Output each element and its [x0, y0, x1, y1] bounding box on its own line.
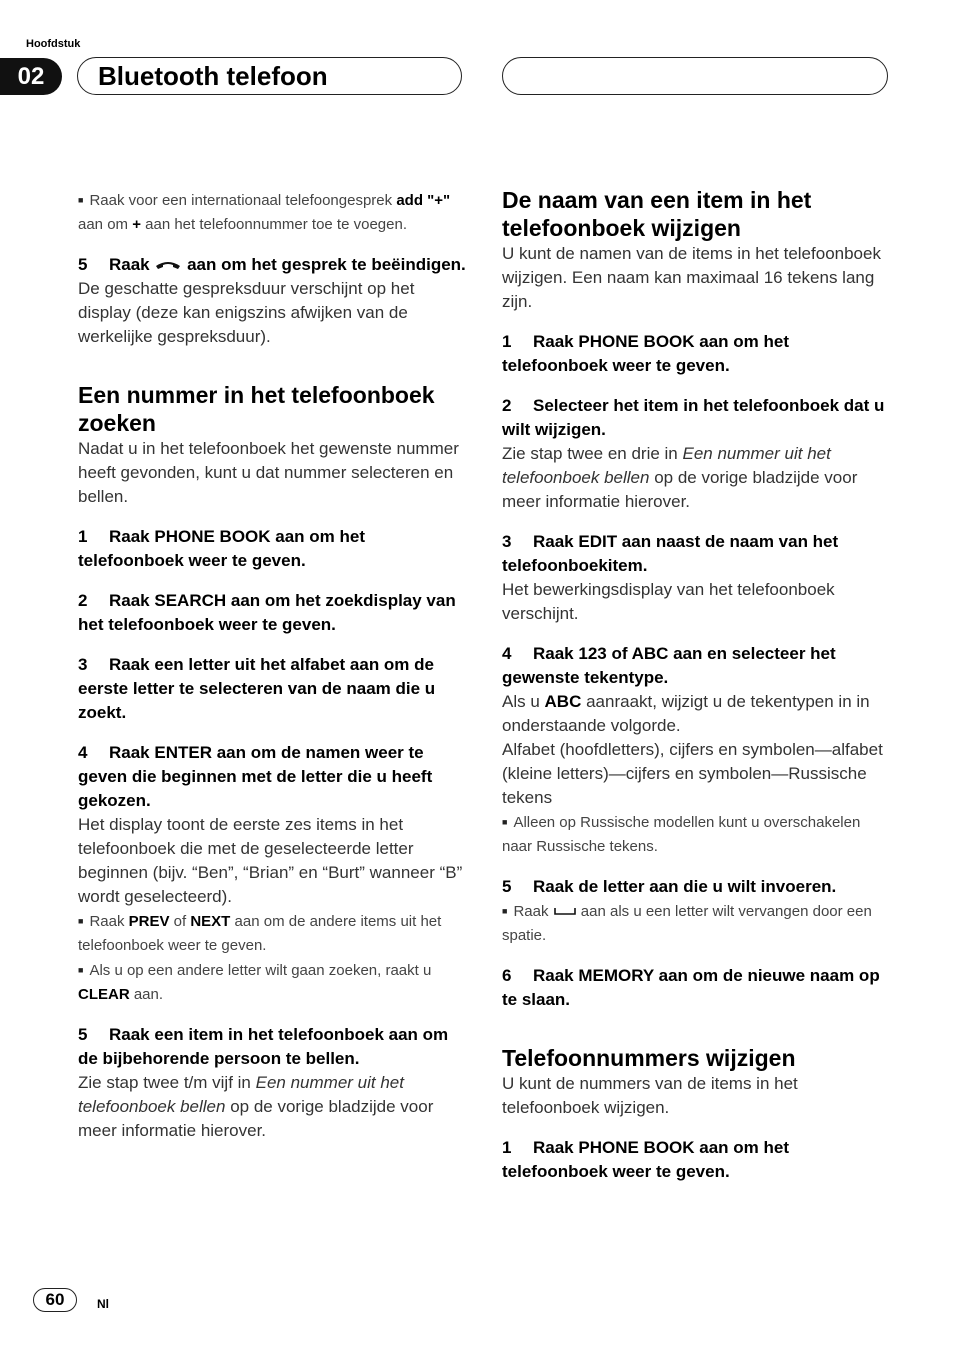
bullet-icon: ■	[78, 916, 84, 926]
bullet-icon: ■	[78, 965, 84, 975]
note-russian: ■ Alleen op Russische modellen kunt u overschakelen naar Russische tekens.	[502, 814, 861, 855]
step-item: 1 Raak PHONE BOOK aan om het telefoonboek weer te geven.	[78, 527, 366, 570]
step-4-description: Het display toont de eerste zes items in het telefoonboek die met de geselecteerde letter beginnen (bijv. “Ben”, “Brian” en “Burt” wanneer “B” wordt geselecteerd).	[78, 815, 463, 906]
section-heading-search: Een nummer in het telefoonboek zoeken	[78, 382, 435, 436]
step-5-call-description: Zie stap twee t/m vijf in Een nummer uit het telefoonboek bellen op de vorige bladzijde voor meer informatie hierover.	[78, 1073, 434, 1140]
section-intro-rename: U kunt de namen van de items in het telefoonboek wijzigen. Een naam kan maximaal 16 tekens lang zijn.	[502, 244, 881, 311]
step-item: 4 Raak 123 of ABC aan en selecteer het gewenste tekentype.	[502, 644, 836, 687]
page-title: Bluetooth telefoon	[77, 57, 462, 95]
add-plus-label: add "+"	[396, 192, 451, 209]
right-column	[502, 186, 892, 1184]
step-item: 3 Raak EDIT aan naast de naam van het telefoonboekitem.	[502, 532, 839, 575]
hang-up-icon	[154, 259, 182, 271]
page-number: 60	[33, 1288, 77, 1312]
header-blank-box	[502, 57, 888, 95]
step-item: 3 Raak een letter uit het alfabet aan om de eerste letter te selecteren van de naam die u zoekt.	[78, 655, 436, 722]
section-intro-search: Nadat u in het telefoonboek het gewenste nummer heeft gevonden, kunt u dat nummer selecteren en bellen.	[78, 439, 459, 506]
note-space: ■ Raak aan als u een letter wilt vervangen door een spatie.	[502, 903, 872, 944]
step-item: 6 Raak MEMORY aan om de nieuwe naam op te slaan.	[502, 966, 880, 1009]
step-item: 4 Raak ENTER aan om de namen weer te geven die beginnen met de letter die u heeft gekozen.	[78, 743, 433, 810]
step-item: 2 Selecteer het item in het telefoonboek dat u wilt wijzigen.	[502, 396, 885, 439]
step-3-description: Het bewerkingsdisplay van het telefoonboek verschijnt.	[502, 580, 835, 623]
bullet-icon: ■	[502, 906, 508, 916]
chapter-label: Hoofdstuk	[26, 38, 81, 50]
bullet-icon: ■	[502, 817, 508, 827]
chapter-number-badge: 02	[0, 58, 62, 95]
step-item: 2 Raak SEARCH aan om het zoekdisplay van het telefoonboek weer te geven.	[78, 591, 456, 634]
section-intro-numbers: U kunt de nummers van de items in het telefoonboek wijzigen.	[502, 1074, 798, 1117]
step-item: 5 Raak de letter aan die u wilt invoeren.	[502, 877, 837, 896]
note-clear: ■ Als u op een andere letter wilt gaan zoeken, raakt u CLEAR aan.	[78, 962, 432, 1003]
language-code: Nl	[97, 1297, 109, 1311]
space-icon	[553, 906, 577, 916]
step-2-description: Zie stap twee en drie in Een nummer uit het telefoonboek bellen op de vorige bladzijde voor meer informatie hierover.	[502, 444, 858, 511]
step-4-description: Als u ABC aanraakt, wijzigt u de tekentypen in in onderstaande volgorde.	[502, 692, 870, 735]
step-item: 1 Raak PHONE BOOK aan om het telefoonboek weer te geven.	[502, 332, 790, 375]
left-column	[78, 188, 468, 1143]
note-prev-next: ■ Raak PREV of NEXT aan om de andere items uit het telefoonboek weer te geven.	[78, 913, 442, 954]
step-5-call-item: 5 Raak een item in het telefoonboek aan om de bijbehorende persoon te bellen.	[78, 1025, 449, 1068]
step-5-description: De geschatte gespreksduur verschijnt op het display (deze kan enigszins afwijken van de werkelijke gespreksduur).	[78, 279, 415, 346]
bullet-icon: ■	[78, 195, 84, 205]
note-international: ■ Raak voor een internationaal telefoongesprek add "+" aan om + aan het telefoonnummer toe te voegen.	[78, 192, 451, 233]
step-item: 1 Raak PHONE BOOK aan om het telefoonboek weer te geven.	[502, 1138, 790, 1181]
character-order: Alfabet (hoofdletters), cijfers en symbolen—alfabet (kleine letters)—cijfers en symbolen—Russische tekens	[502, 740, 883, 807]
section-heading-rename: De naam van een item in het telefoonboek wijzigen	[502, 187, 812, 241]
section-heading-numbers: Telefoonnummers wijzigen	[502, 1045, 796, 1071]
step-5-end-call: 5 Raak aan om het gesprek te beëindigen.	[78, 255, 466, 274]
